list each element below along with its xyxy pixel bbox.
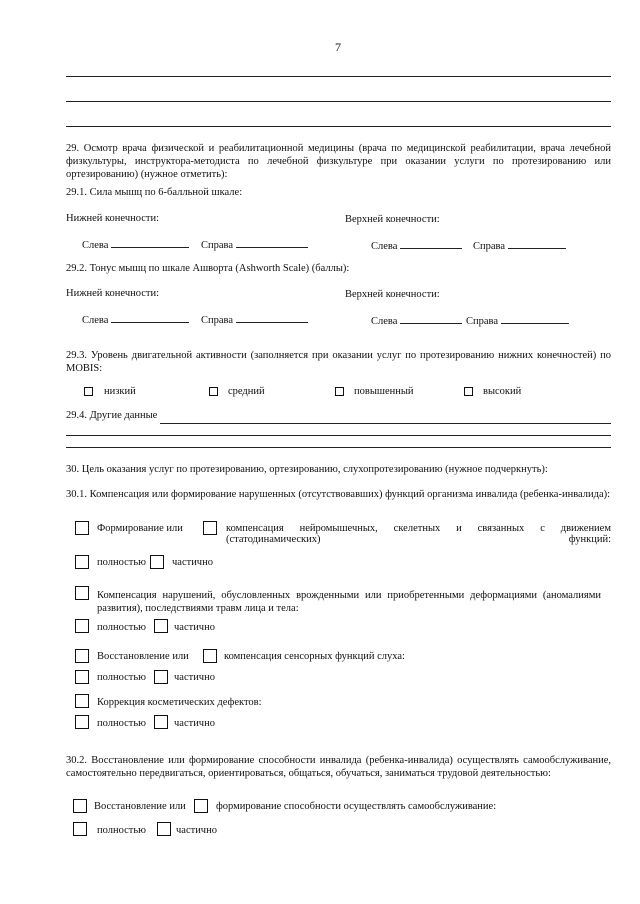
muscle-tone-upper-right bbox=[466, 314, 569, 327]
hearing-compensation-label: компенсация сенсорных функций слуха: bbox=[224, 651, 405, 662]
opt4-partially-checkbox[interactable] bbox=[154, 715, 168, 729]
left-label: Слева bbox=[82, 315, 109, 326]
tone-upper-left-field[interactable] bbox=[400, 314, 462, 324]
activity-low-checkbox[interactable] bbox=[84, 387, 93, 396]
section-29-3-title: 29.3. Уровень двигательной активности (заполняется при оказании услуг по протезированию нижних конечностей) по MOBIS: bbox=[66, 350, 611, 374]
tone-upper-right-field[interactable] bbox=[501, 314, 569, 324]
cosmetic-correction-label: Коррекция косметических дефектов: bbox=[97, 697, 262, 708]
other-data-line-3[interactable] bbox=[66, 447, 611, 448]
opt1-fully-label: полностью bbox=[97, 557, 146, 568]
activity-increased-label: повышенный bbox=[354, 386, 414, 397]
section-29-2-title: 29.2. Тонус мышц по шкале Ашворта (Ashworth Scale) (баллы): bbox=[66, 263, 350, 274]
opt1-fully-checkbox[interactable] bbox=[75, 555, 89, 569]
page-number: 7 bbox=[335, 40, 341, 54]
left-label: Слева bbox=[371, 316, 398, 327]
opt4-partially-label: частично bbox=[174, 718, 215, 729]
upper-limbs-label-2: Верхней конечности: bbox=[345, 289, 440, 300]
selfcare-formation-label: формирование способности осуществлять самообслуживание: bbox=[216, 801, 497, 812]
muscle-tone-lower-left bbox=[82, 313, 189, 326]
other-data-line-1[interactable] bbox=[160, 423, 611, 424]
hearing-compensation-checkbox[interactable] bbox=[203, 649, 217, 663]
right-label: Справа bbox=[201, 240, 234, 251]
lower-limbs-label: Нижней конечности: bbox=[66, 213, 160, 224]
muscle-tone-upper-left bbox=[371, 314, 462, 327]
deformation-compensation-label: Компенсация нарушений, обусловленных врожденными или приобретенными деформациями (аномалиями развития), последствиями травм лица и тела: bbox=[97, 590, 601, 614]
selfcare-restore-label: Восстановление или bbox=[94, 801, 186, 812]
activity-medium-label: средний bbox=[228, 386, 265, 397]
blank-line-3[interactable] bbox=[66, 126, 611, 127]
opt5-partially-label: частично bbox=[176, 825, 217, 836]
muscle-strength-upper-left bbox=[371, 239, 462, 252]
selfcare-restore-checkbox[interactable] bbox=[73, 799, 87, 813]
tone-lower-left-field[interactable] bbox=[111, 313, 189, 323]
opt3-partially-label: частично bbox=[174, 672, 215, 683]
opt3-partially-checkbox[interactable] bbox=[154, 670, 168, 684]
opt5-fully-checkbox[interactable] bbox=[73, 822, 87, 836]
opt1-partially-checkbox[interactable] bbox=[150, 555, 164, 569]
opt3-fully-checkbox[interactable] bbox=[75, 670, 89, 684]
section-30-1-title: 30.1. Компенсация или формирование нарушенных (отсутствовавших) функций организма инвалида (ребенка-инвалида): bbox=[66, 489, 611, 500]
right-label: Справа bbox=[473, 241, 506, 252]
opt2-partially-checkbox[interactable] bbox=[154, 619, 168, 633]
opt5-fully-label: полностью bbox=[97, 825, 146, 836]
muscle-strength-lower-right bbox=[201, 238, 308, 251]
opt4-fully-label: полностью bbox=[97, 718, 146, 729]
muscle-strength-upper-right bbox=[473, 239, 566, 252]
activity-high-label: высокий bbox=[483, 386, 522, 397]
compensation-neuro-label: компенсация нейромышечных, скелетных и связанных с движением (статодинамических) функций: bbox=[226, 523, 611, 545]
activity-increased-checkbox[interactable] bbox=[335, 387, 344, 396]
activity-high-checkbox[interactable] bbox=[464, 387, 473, 396]
section-29-1-title: 29.1. Сила мышц по 6-балльной шкале: bbox=[66, 187, 243, 198]
blank-line-1[interactable] bbox=[66, 76, 611, 77]
muscle-strength-lower-left bbox=[82, 238, 189, 251]
opt3-fully-label: полностью bbox=[97, 672, 146, 683]
section-30-2-title: 30.2. Восстановление или формирование способности инвалида (ребенка-инвалида) осуществлять самообслуживание, самостоятельно передвигаться, ориентироваться, общаться, обучаться, заниматься трудовой деятельностью: bbox=[66, 755, 611, 779]
upper-right-field[interactable] bbox=[508, 239, 566, 249]
selfcare-formation-checkbox[interactable] bbox=[194, 799, 208, 813]
blank-line-2[interactable] bbox=[66, 101, 611, 102]
muscle-tone-lower-right bbox=[201, 313, 308, 326]
opt1-partially-label: частично bbox=[172, 557, 213, 568]
other-data-label: 29.4. Другие данные bbox=[66, 410, 158, 421]
other-data-line-2[interactable] bbox=[66, 435, 611, 436]
section-29-heading: 29. Осмотр врача физической и реабилитационной медицины (врача по медицинской реабилитации, врача лечебной физкультуры, инструктора-методиста по лечебной физкультуре при оказании услуги по протезированию или ортезированию) (нужное отметить): bbox=[66, 143, 611, 180]
right-label: Справа bbox=[466, 316, 499, 327]
tone-lower-right-field[interactable] bbox=[236, 313, 308, 323]
formation-checkbox[interactable] bbox=[75, 521, 89, 535]
formation-label: Формирование или bbox=[97, 523, 183, 534]
lower-right-field[interactable] bbox=[236, 238, 308, 248]
compensation-neuro-label-line bbox=[226, 523, 611, 545]
activity-low-label: низкий bbox=[104, 386, 136, 397]
section-30-heading: 30. Цель оказания услуг по протезированию, ортезированию, слухопротезированию (нужное подчеркнуть): bbox=[66, 464, 548, 475]
activity-medium-checkbox[interactable] bbox=[209, 387, 218, 396]
opt2-fully-label: полностью bbox=[97, 622, 146, 633]
opt4-fully-checkbox[interactable] bbox=[75, 715, 89, 729]
hearing-restore-checkbox[interactable] bbox=[75, 649, 89, 663]
lower-left-field[interactable] bbox=[111, 238, 189, 248]
opt2-fully-checkbox[interactable] bbox=[75, 619, 89, 633]
opt2-partially-label: частично bbox=[174, 622, 215, 633]
left-label: Слева bbox=[82, 240, 109, 251]
lower-limbs-label-2: Нижней конечности: bbox=[66, 288, 160, 299]
deformation-compensation-checkbox[interactable] bbox=[75, 586, 89, 600]
upper-left-field[interactable] bbox=[400, 239, 462, 249]
upper-limbs-label: Верхней конечности: bbox=[345, 214, 440, 225]
compensation-neuro-checkbox[interactable] bbox=[203, 521, 217, 535]
right-label: Справа bbox=[201, 315, 234, 326]
cosmetic-correction-checkbox[interactable] bbox=[75, 694, 89, 708]
left-label: Слева bbox=[371, 241, 398, 252]
opt5-partially-checkbox[interactable] bbox=[157, 822, 171, 836]
hearing-restore-label: Восстановление или bbox=[97, 651, 189, 662]
